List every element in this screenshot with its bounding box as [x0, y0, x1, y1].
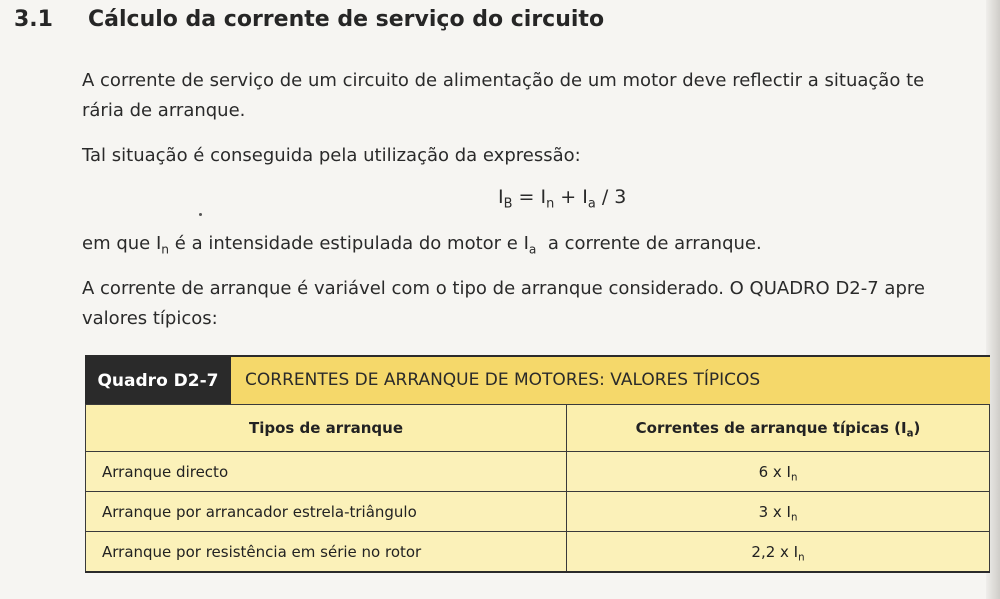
paragraph-3: em que $I_n$ é a intensidade estipulada do motor e $I_a$ a corrente de arranque.: [82, 233, 762, 257]
row-value: 3 x $I_n$: [567, 492, 990, 532]
row-type: Arranque por arrancador estrela-triângulo: [86, 492, 567, 532]
table-row: [86, 452, 990, 492]
table-title-bar: [85, 355, 990, 404]
paragraph-4-line-2: valores típicos:: [82, 308, 218, 329]
section-title: Cálculo da corrente de serviço do circuito: [88, 7, 605, 32]
table-row: [86, 492, 990, 532]
row-type: Arranque directo: [86, 452, 567, 492]
section-heading: [14, 7, 604, 32]
row-value: 6 x $I_n$: [567, 452, 990, 492]
paragraph-4-line-1: A corrente de arranque é variável com o tipo de arranque considerado. O QUADRO D2-7 apre: [82, 278, 925, 299]
table-header-row: [86, 405, 990, 452]
formula: $I_B = I_n + I_a / 3$: [498, 186, 627, 212]
row-type: Arranque por resistência em série no rotor: [86, 532, 567, 573]
header-correntes: Correntes de arranque típicas $(I_a)$: [567, 405, 990, 452]
row-value: 2,2 x $I_n$: [567, 532, 990, 573]
section-number: 3.1: [14, 7, 53, 32]
header-tipos: Tipos de arranque: [86, 405, 567, 452]
paragraph-1: [82, 66, 924, 126]
stray-dot: [199, 213, 202, 216]
table-title: CORRENTES DE ARRANQUE DE MOTORES: VALORES TÍPICOS: [245, 370, 761, 390]
quadro-table: [85, 355, 990, 573]
paragraph-1-line-1: A corrente de serviço de um circuito de alimentação de um motor deve reflectir a situação te: [82, 70, 925, 91]
data-table: [85, 404, 990, 573]
paragraph-1-line-2: rária de arranque.: [82, 100, 246, 121]
paragraph-2: Tal situação é conseguida pela utilização da expressão:: [82, 145, 581, 166]
table-badge: Quadro D2-7: [85, 357, 231, 404]
table-row: [86, 532, 990, 573]
paragraph-4: [82, 274, 925, 334]
